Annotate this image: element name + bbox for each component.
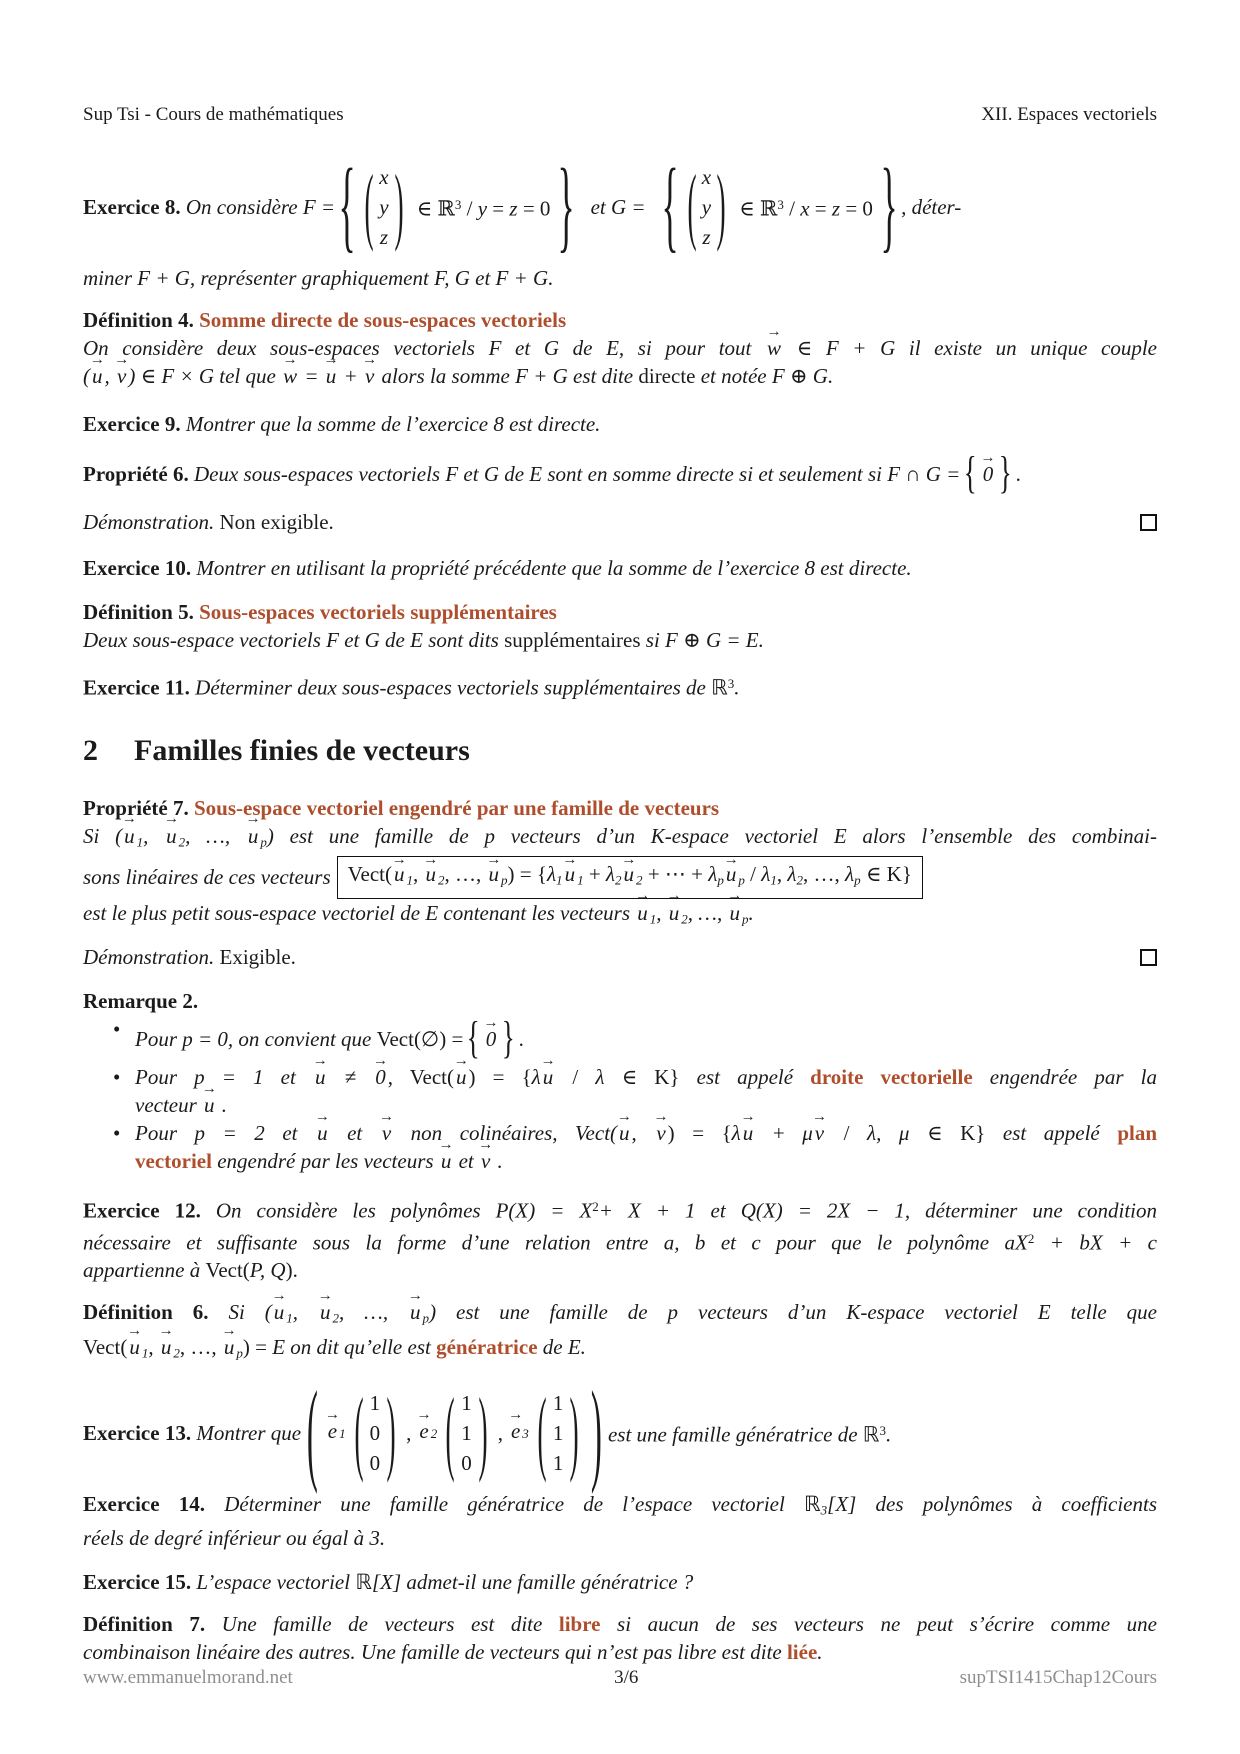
bullet-icon: • <box>113 1017 121 1042</box>
vector-entry: 1 <box>461 1390 472 1415</box>
exercise-12-line1: Exercice 12. On considère les polynômes $P(X) = X^2+ X + 1$ et Q(X) = 2X − 1, déterminer une condition <box>83 1198 1158 1223</box>
vector-entry: 1 <box>369 1390 381 1415</box>
header-course-title: Sup Tsi - Cours de mathématiques <box>83 104 344 125</box>
left-paren: ( <box>537 1380 547 1485</box>
set-condition-g: ∈ ℝ$^3$ / x = z = 0 <box>739 196 873 221</box>
property-7-line3: est le plus petit sous-espace vectoriel de E contenant les vecteurs u → 1, u → 2, …, u → p. <box>83 899 1157 934</box>
definition-6-line1: Définition 6. Si (u → 1, u → 2, …, u → p) est une famille de p vecteurs d’un K-espace vectoriel E telle que <box>83 1298 1157 1333</box>
zero-vector: 0 → <box>983 460 994 488</box>
exercise-8-continuation: miner F + G, représenter graphiquement F, G et F + G. <box>83 266 554 290</box>
definition-7-line1: Définition 7. Une famille de vecteurs est dite libre si aucun de ses vecteurs ne peut s’écrire comme une <box>83 1612 1157 1637</box>
left-paren: ( <box>687 159 697 255</box>
bullet-1-period: . <box>518 1027 524 1052</box>
footer-document-id: supTSI1415Chap12Cours <box>959 1667 1157 1688</box>
proof-line-1 <box>83 508 1157 536</box>
separator: , <box>406 1420 412 1445</box>
exercise-13 <box>83 1367 1157 1496</box>
section-heading <box>83 730 1157 772</box>
set-condition-f: ∈ ℝ$^3$ / y = z = 0 <box>416 196 551 221</box>
qed-box <box>1140 949 1157 966</box>
left-brace: { <box>467 1013 480 1064</box>
exercise-14-line2: réels de degré inférieur ou égal à 3. <box>83 1526 386 1551</box>
left-paren: ( <box>306 1367 318 1496</box>
left-brace: { <box>338 150 356 264</box>
property-6-period: . <box>1015 462 1021 486</box>
vector-label-e1: e → 1 <box>326 1417 346 1448</box>
definition-4-body-line1: On considère deux sous-espaces vectoriels F et G de E, si pour tout w → ∈ F + G il existe un unique couple <box>83 334 1157 362</box>
proof-text: Démonstration. Exigible. <box>83 945 296 970</box>
bullet-3-content <box>135 1119 1157 1175</box>
exercise-15: Exercice 15. L’espace vectoriel ℝ[X] admet-il une famille génératrice ? <box>83 1570 694 1595</box>
property-7-line2 <box>83 856 1157 899</box>
bullet-icon: • <box>113 1121 121 1146</box>
property-7-line1: Si (u → 1, u → 2, …, u → p) est une famille de p vecteurs d’un K-espace vectoriel E alors l’ensemble des combinai- <box>83 822 1157 857</box>
qed-box <box>1140 514 1157 531</box>
definition-4-heading: Définition 4. Somme directe de sous-espaces vectoriels <box>83 308 567 332</box>
bullet-3-line2: vectoriel engendré par les vecteurs u → et v → . <box>135 1147 1157 1175</box>
vector-entry: 1 <box>552 1450 564 1475</box>
vector-entry: z <box>379 225 389 249</box>
footer-website: www.emmanuelmorand.net <box>83 1667 293 1688</box>
section-title: Familles finies de vecteurs <box>134 733 470 767</box>
property-6-text: Propriété 6. Deux sous-espaces vectoriels F et G de E sont en somme directe si et seulement si F ∩ G = <box>83 462 961 486</box>
vector-entry: 1 <box>552 1420 564 1445</box>
vect-formula-box: Vect(u → 1, u → 2, …, u → p) = {λ1u → 1 + λ2u → 2 + ⋯ + λpu → p / λ1, λ2, …, λp ∈ K} <box>337 856 923 899</box>
column-vector-e3 <box>553 1388 564 1478</box>
right-paren: ) <box>716 159 726 255</box>
exercise-11: Exercice 11. Déterminer deux sous-espaces vectoriels supplémentaires de ℝ$^3$. <box>83 675 740 700</box>
left-paren: ( <box>364 159 374 255</box>
page-number: 3/6 <box>614 1667 639 1688</box>
definition-7-line2: combinaison linéaire des autres. Une famille de vecteurs qui n’est pas libre est dite liée. <box>83 1640 823 1665</box>
vector-entry: 1 <box>552 1390 564 1415</box>
vector-label-e2: e → 2 <box>417 1417 437 1448</box>
column-vector-g <box>702 162 711 252</box>
exercise-13-intro: Exercice 13. Montrer que <box>83 1420 302 1445</box>
vector-entry: 0 <box>369 1420 381 1445</box>
exercise-8-mid: et G = <box>590 195 646 219</box>
zero-vector: 0 → <box>486 1025 497 1053</box>
definition-6-line2: Vect(u → 1, u → 2, …, u → p) = E on dit qu’elle est génératrice de E. <box>83 1333 1157 1368</box>
exercise-10: Exercice 10. Montrer en utilisant la propriété précédente que la somme de l’exercice 8 est directe. <box>83 556 912 580</box>
exercise-8-tail: , déter- <box>901 195 962 219</box>
exercise-9: Exercice 9. Montrer que la somme de l’exercice 8 est directe. <box>83 412 601 436</box>
exercise-14-line1: Exercice 14. Déterminer une famille génératrice de l’espace vectoriel ℝ3[X] des polynômes à coefficients <box>83 1491 1158 1518</box>
list-item <box>83 1119 1157 1175</box>
vector-entry: 1 <box>461 1420 472 1445</box>
bullet-2-line2: vecteur u → . <box>135 1091 1157 1119</box>
right-paren: ) <box>591 1367 603 1496</box>
property-7-heading: Propriété 7. Sous-espace vectoriel engendré par une famille de vecteurs <box>83 795 720 820</box>
right-brace: } <box>557 150 576 264</box>
vector-label-e3: e → 3 <box>509 1417 529 1448</box>
bullet-icon: • <box>113 1065 121 1090</box>
right-brace: } <box>501 1013 515 1064</box>
separator: , <box>497 1420 503 1445</box>
right-paren: ) <box>386 1380 396 1485</box>
vector-entry: x <box>701 165 712 189</box>
property-6 <box>83 446 1157 502</box>
column-vector-e1 <box>370 1388 381 1478</box>
bullet-2-line1: Pour p = 1 et u → ≠ 0 →, Vect(u →) = {λu → / λ ∈ K} est appelé droite vectorielle engendrée par la <box>135 1063 1157 1091</box>
page-header <box>83 102 1157 128</box>
left-brace: { <box>964 448 977 498</box>
bullet-1-content <box>135 1015 1157 1063</box>
header-chapter-title: XII. Espaces vectoriels <box>981 104 1157 125</box>
vector-entry: 0 <box>369 1450 381 1475</box>
vector-entry: y <box>701 195 712 219</box>
property-7-line2-text: sons linéaires de ces vecteurs <box>83 865 331 890</box>
section-number: 2 <box>83 733 98 767</box>
definition-5-body: Deux sous-espace vectoriels F et G de E sont dits supplémentaires si F ⊕ G = E. <box>83 628 764 652</box>
exercise-13-post: est une famille génératrice de ℝ$^3$. <box>607 1422 892 1447</box>
remark-2-heading: Remarque 2. <box>83 989 199 1014</box>
vector-entry: z <box>702 225 711 249</box>
right-paren: ) <box>569 1380 579 1485</box>
bullet-2-content <box>135 1063 1157 1119</box>
column-vector-e2 <box>461 1388 472 1478</box>
definition-5-heading: Définition 5. Sous-espaces vectoriels supplémentaires <box>83 600 557 624</box>
remark-2-list <box>83 1015 1157 1175</box>
vector-entry: 0 <box>461 1450 472 1475</box>
right-brace: } <box>880 150 898 264</box>
bullet-1-text: Pour p = 0, on convient que Vect(∅) = <box>135 1027 464 1052</box>
exercise-12-line3: appartienne à Vect(P, Q). <box>83 1258 298 1283</box>
left-paren: ( <box>354 1380 364 1485</box>
bullet-3-line1: Pour p = 2 et u → et v → non colinéaires, Vect(u →, v →) = {λu → + μv → / λ, μ ∈ K} est appelé plan <box>135 1119 1157 1147</box>
list-item <box>83 1015 1157 1063</box>
proof-line-2 <box>83 943 1157 971</box>
exercise-8 <box>83 152 1157 262</box>
vector-entry: x <box>379 165 389 189</box>
exercise-12-line2: nécessaire et suffisante sous la forme d’une relation entre a, b et c pour que le polynôme $aX^2$ + bX + c <box>83 1230 1157 1255</box>
left-paren: ( <box>445 1380 455 1485</box>
column-vector-f <box>379 162 388 252</box>
right-paren: ) <box>478 1380 488 1485</box>
definition-4-body-line2: (u →, v →) ∈ F × G tel que w → = u → + v → alors la somme F + G est dite directe et notée F ⊕ G. <box>83 362 1157 390</box>
right-paren: ) <box>394 159 404 255</box>
right-brace: } <box>998 448 1012 498</box>
vector-entry: y <box>379 195 389 219</box>
proof-text: Démonstration. Non exigible. <box>83 510 334 534</box>
exercise-8-intro: Exercice 8. On considère F = <box>83 195 336 219</box>
left-brace: { <box>661 150 679 264</box>
page-footer <box>83 1664 1157 1692</box>
